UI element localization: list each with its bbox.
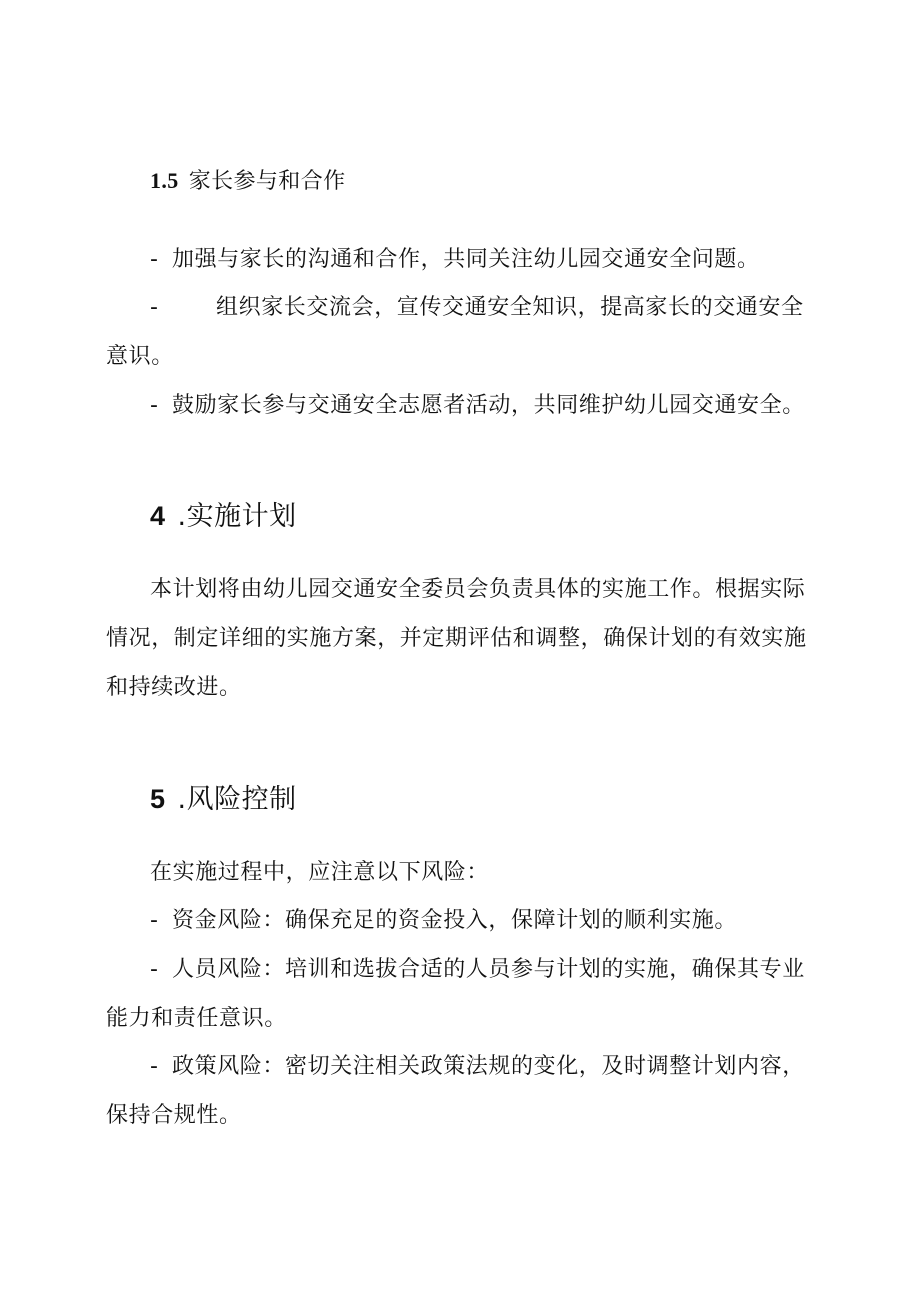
section-4-paragraph-line-2 (106, 624, 826, 654)
section-5-heading (150, 781, 870, 818)
section-1-5-bullet-2 (150, 293, 870, 323)
section-1-5-heading (150, 166, 870, 197)
section-1-5-bullet-1 (150, 245, 870, 275)
risk-3-text-line-1: 政策风险：密切关注相关政策法规的变化，及时调整计划内容， (172, 1054, 805, 1079)
bullet-dash: - (150, 908, 159, 933)
bullet-dash: - (150, 1054, 159, 1079)
section-5-number: 5 (150, 784, 166, 814)
risk-2-text-line-1: 人员风险：培训和选拔合适的人员参与计划的实施，确保其专业 (172, 957, 805, 982)
bullet-dash: - (150, 957, 159, 982)
section-1-5-bullet-3 (150, 391, 870, 421)
section-1-5-number: 1.5 (150, 168, 179, 193)
risk-item-1 (150, 906, 870, 936)
paragraph-text: 在实施过程中，应注意以下风险： (150, 860, 490, 885)
bullet-dash: - (150, 393, 159, 418)
paragraph-text: 情况，制定详细的实施方案，并定期评估和调整，确保计划的有效实施 (106, 626, 807, 651)
risk-item-3 (150, 1052, 870, 1082)
bullet-3-text: 鼓励家长参与交通安全志愿者活动，共同维护幼儿园交通安全。 (172, 393, 805, 418)
bullet-1-text: 加强与家长的沟通和合作，共同关注幼儿园交通安全问题。 (172, 247, 760, 272)
section-5-intro (150, 858, 870, 888)
section-1-5-bullet-2-continued (106, 342, 826, 372)
risk-item-2 (150, 955, 870, 985)
bullet-2-text-line-1: 组织家长交流会，宣传交通安全知识，提高家长的交通安全 (216, 295, 804, 320)
section-4-paragraph-line-1 (150, 575, 870, 605)
section-4-heading (150, 498, 870, 535)
section-4-title: .实施计划 (177, 501, 297, 532)
section-5-title: .风险控制 (177, 784, 297, 815)
section-4-number: 4 (150, 501, 166, 531)
risk-item-3-continued (106, 1101, 826, 1131)
paragraph-text: 和持续改进。 (106, 675, 242, 700)
risk-1-text: 资金风险：确保充足的资金投入，保障计划的顺利实施。 (172, 908, 738, 933)
section-1-5-title: 家长参与和合作 (188, 169, 346, 194)
bullet-dash: - (150, 247, 159, 272)
bullet-2-text-line-2: 意识。 (106, 344, 174, 369)
risk-item-2-continued (106, 1004, 826, 1034)
risk-2-text-line-2: 能力和责任意识。 (106, 1006, 287, 1031)
bullet-dash: - (150, 295, 159, 320)
risk-3-text-line-2: 保持合规性。 (106, 1103, 242, 1128)
section-4-paragraph-line-3 (106, 673, 826, 703)
paragraph-text: 本计划将由幼儿园交通安全委员会负责具体的实施工作。根据实际 (150, 577, 806, 602)
